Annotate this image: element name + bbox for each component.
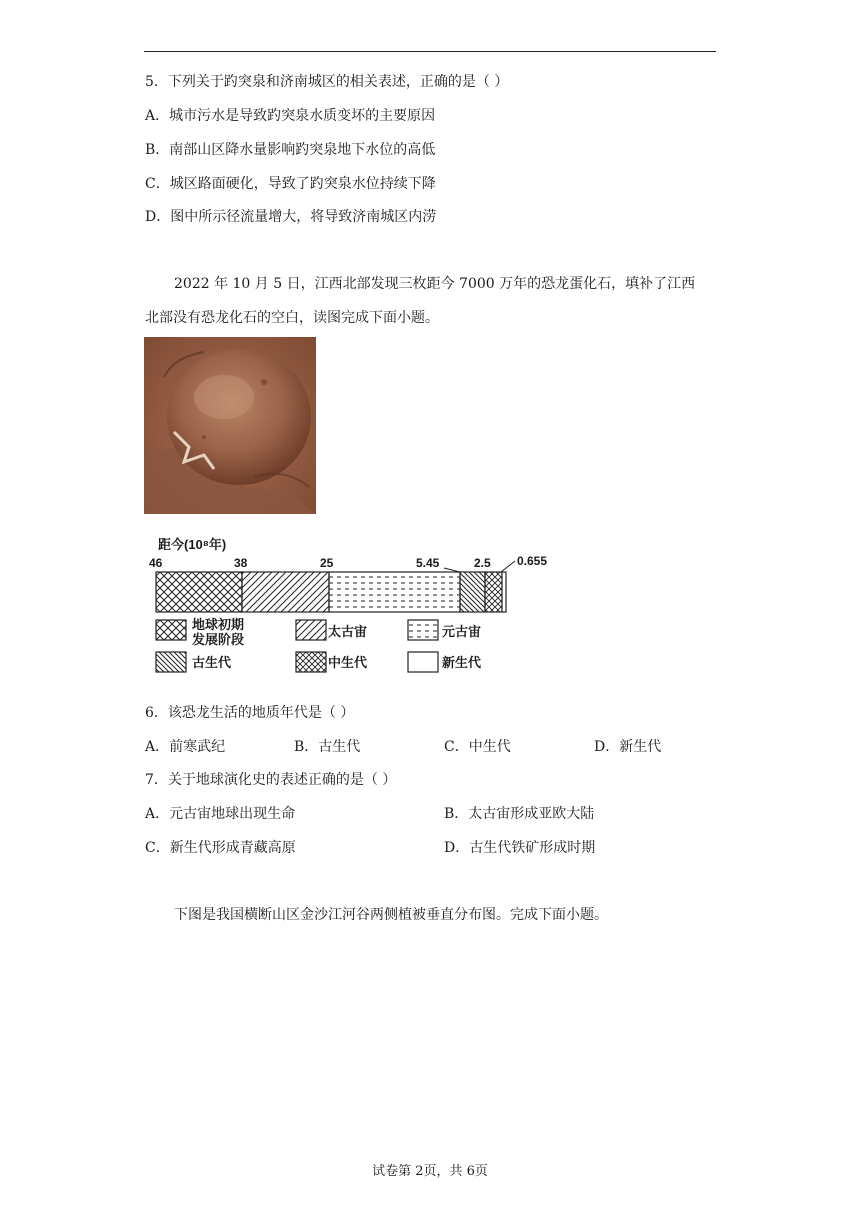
q7-option-d: D．古生代铁矿形成时期 (444, 840, 596, 856)
q5-option-b: B．南部山区降水量影响趵突泉地下水位的高低 (145, 142, 436, 158)
segment-mesozoic (485, 572, 502, 612)
q7-option-c: C．新生代形成青藏高原 (145, 840, 296, 856)
q5-option-c: C．城区路面硬化，导致了趵突泉水位持续下降 (145, 176, 436, 192)
header-rule (144, 51, 716, 52)
q6-option-c: C．中生代 (444, 739, 511, 755)
legend-early-earth-1: 地球初期 (192, 618, 245, 633)
segment-proterozoic (329, 572, 460, 612)
dinosaur-egg-photo (144, 337, 316, 514)
q7-option-a: A．元古宙地球出现生命 (145, 806, 296, 822)
legend-paleozoic: 古生代 (192, 656, 232, 671)
q6-option-d: D．新生代 (594, 739, 662, 755)
next-intro: 下图是我国横断山区金沙江河谷两侧植被垂直分布图。完成下面小题。 (174, 907, 608, 923)
legend-cenozoic: 新生代 (442, 656, 482, 671)
segment-archean (242, 572, 329, 612)
tick-2-5: 2.5 (474, 556, 491, 570)
legend-proterozoic: 元古宙 (442, 625, 482, 640)
page-footer: 试卷第 2页，共 6页 (372, 1164, 488, 1179)
intro-line-1: 2022 年 10 月 5 日，江西北部发现三枚距今 7000 万年的恐龙蛋化石，填补了江西 (174, 276, 696, 292)
segment-early-earth (156, 572, 242, 612)
q7-option-b: B．太古宙形成亚欧大陆 (444, 806, 595, 822)
geologic-timeline-diagram (144, 532, 564, 682)
q6-option-a: A．前寒武纪 (145, 739, 226, 755)
q6-option-b: B．古生代 (294, 739, 361, 755)
q7-stem: 7．关于地球演化史的表述正确的是（ ） (145, 772, 397, 788)
tick-5-45: 5.45 (416, 556, 440, 570)
legend-early-earth-2: 发展阶段 (192, 633, 245, 648)
q5-option-d: D．图中所示径流量增大，将导致济南城区内涝 (145, 209, 437, 225)
tick-0-655: 0.655 (517, 554, 548, 568)
intro-line-2: 北部没有恐龙化石的空白，读图完成下面小题。 (145, 310, 439, 326)
q6-stem: 6．该恐龙生活的地质年代是（ ） (145, 705, 355, 721)
tick-46: 46 (149, 556, 163, 570)
segment-paleozoic (460, 572, 485, 612)
tick-38: 38 (234, 556, 248, 570)
q5-option-a: A．城市污水是导致趵突泉水质变坏的主要原因 (145, 108, 436, 124)
legend-mesozoic: 中生代 (328, 656, 368, 671)
segment-cenozoic (502, 572, 506, 612)
q5-stem: 5．下列关于趵突泉和济南城区的相关表述，正确的是（ ） (145, 74, 509, 90)
legend-archean: 太古宙 (328, 625, 368, 640)
tick-25: 25 (320, 556, 334, 570)
timeline-title: 距今(10⁸年) (158, 537, 227, 552)
